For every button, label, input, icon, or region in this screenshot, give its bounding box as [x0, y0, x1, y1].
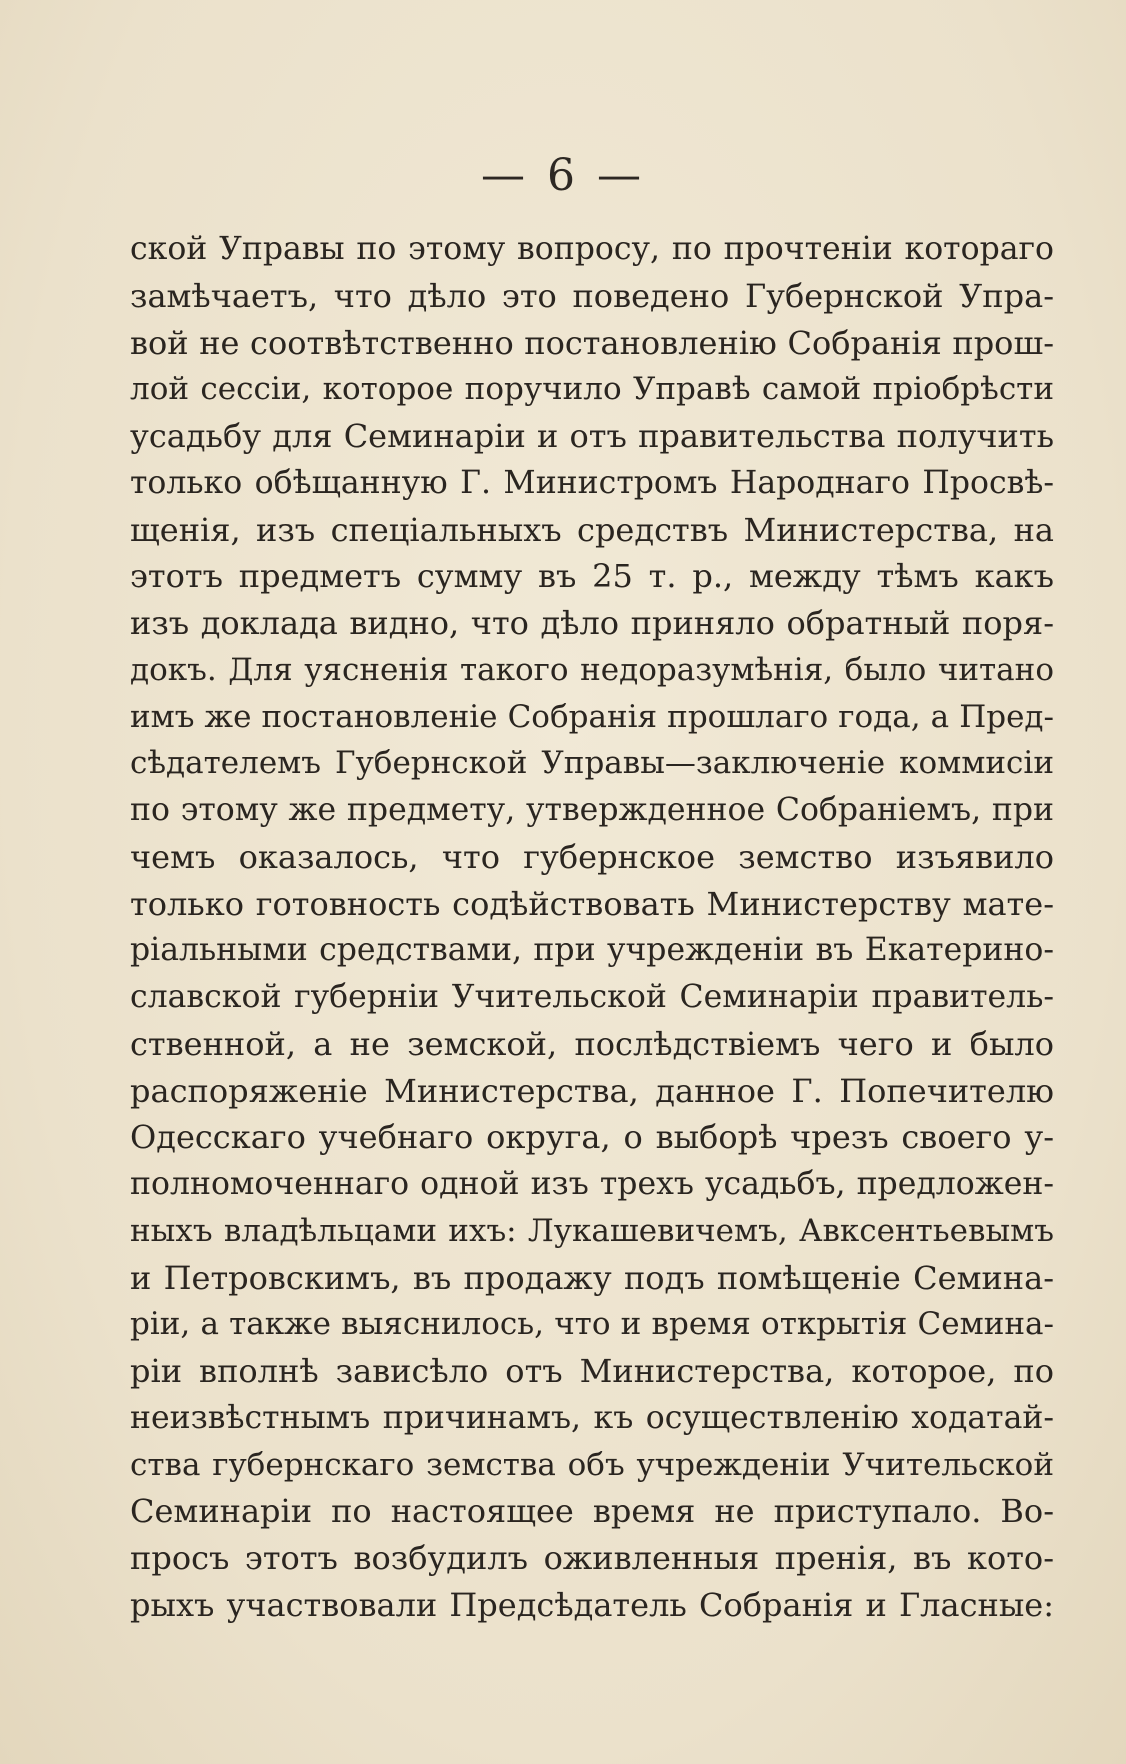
text-line: просъ этотъ возбудилъ оживленныя пренія, въ кото-: [130, 1539, 1054, 1577]
text-line: щенія, изъ спеціальныхъ средствъ Министерства, на: [130, 510, 1054, 549]
text-line: распоряженіе Министерства, данное Г. Попечителю: [130, 1071, 1054, 1110]
text-line: Одесскаго учебнаго округа, о выборѣ чрезъ своего у-: [130, 1118, 1054, 1157]
text-line: лой сессіи, которое поручило Управѣ самой пріобрѣсти: [130, 371, 1054, 408]
text-line: рыхъ участвовали Предсѣдатель Собранія и Гласные:: [130, 1585, 1054, 1624]
text-line: усадьбу для Семинаріи и отъ правительства получить: [130, 417, 1054, 455]
text-line: ріи вполнѣ зависѣло отъ Министерства, которое, по: [130, 1352, 1054, 1390]
text-line: имъ же постановленіе Собранія прошлаго года, а Пред-: [130, 698, 1054, 735]
text-line: только обѣщанную Г. Министромъ Народнаго Просвѣ-: [130, 464, 1054, 501]
text-line: ныхъ владѣльцами ихъ: Лукашевичемъ, Авксентьевымъ: [130, 1212, 1054, 1249]
text-line: чемъ оказалось, что губернское земство изъявило: [130, 837, 1054, 876]
page-number: — 6 —: [481, 150, 645, 201]
text-line: вой не соотвѣтственно постановленію Собранія прош-: [130, 323, 1054, 362]
text-line: по этому же предмету, утвержденное Собраніемъ, при: [130, 792, 1054, 828]
text-line: славской губерніи Учительской Семинаріи правитель-: [130, 979, 1054, 1015]
text-line: ріи, а также выяснилось, что и время открытія Семина-: [130, 1306, 1054, 1343]
text-line: ственной, а не земской, послѣдствіемъ чего и было: [130, 1024, 1054, 1063]
body-text: [130, 226, 1054, 1629]
text-line: ской Управы по этому вопросу, по прочтеніи котораго: [130, 231, 1054, 267]
text-line: и Петровскимъ, въ продажу подъ помѣщеніе Семина-: [130, 1258, 1054, 1297]
text-line: этотъ предметъ сумму въ 25 т. р., между тѣмъ какъ: [130, 557, 1054, 596]
text-line: полномоченнаго одной изъ трехъ усадьбъ, предложен-: [130, 1166, 1054, 1202]
text-line: докъ. Для уясненія такого недоразумѣнія, было читано: [130, 651, 1054, 688]
text-line: ства губернскаго земства объ учрежденіи Учительской: [130, 1446, 1054, 1483]
text-line: изъ доклада видно, что дѣло приняло обратный поря-: [130, 604, 1054, 642]
text-line: замѣчаетъ, что дѣло это поведено Губернской Упра-: [130, 276, 1054, 315]
text-line: сѣдателемъ Губернской Управы—заключеніе коммисіи: [130, 745, 1054, 782]
text-line: неизвѣстнымъ причинамъ, къ осуществленію ходатай-: [130, 1399, 1054, 1436]
text-line: только готовность содѣйствовать Министерству мате-: [130, 884, 1054, 923]
text-line: ріальными средствами, при учрежденіи въ Екатерино-: [130, 932, 1054, 969]
text-line: Семинаріи по настоящее время не приступало. Во-: [130, 1492, 1054, 1531]
